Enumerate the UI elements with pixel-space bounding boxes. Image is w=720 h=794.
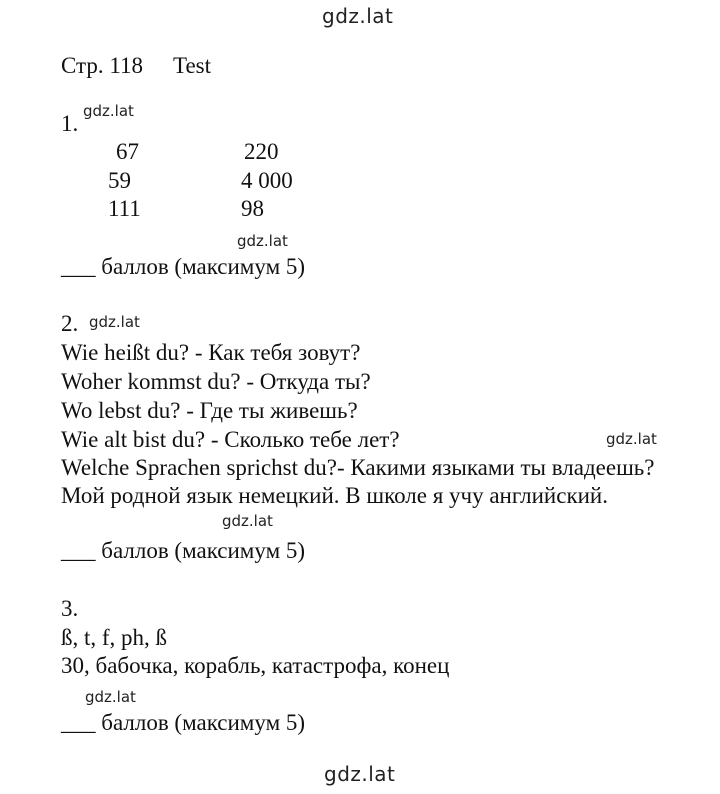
section2-line: Welche Sprachen sprichst du?- Какими языками ты владеешь? [61, 455, 655, 480]
section2-label: 2. [61, 311, 79, 336]
watermark-section1-score: gdz.lat [237, 232, 288, 250]
watermark-section2-right: gdz.lat [606, 430, 657, 448]
section2-line: Woher kommst du? - Откуда ты? [61, 369, 371, 394]
watermark-bottom: gdz.lat [324, 762, 396, 786]
section1-score: ___ баллов (максимум 5) [61, 254, 306, 279]
number-cell: 4 000 [241, 168, 293, 193]
page-header [61, 52, 211, 80]
watermark-section3: gdz.lat [85, 688, 136, 706]
section2-line: Wo lebst du? - Где ты живешь? [61, 398, 358, 423]
number-cell: 67 [116, 139, 139, 164]
section2-line: Wie alt bist du? - Сколько тебе лет? [61, 427, 400, 452]
page-number: Стр. 118 [61, 53, 144, 78]
watermark-section2: gdz.lat [89, 313, 140, 331]
number-cell: 98 [241, 196, 264, 221]
watermark-top: gdz.lat [322, 4, 394, 28]
number-cell: 111 [108, 196, 141, 221]
watermark-section2-score: gdz.lat [222, 512, 273, 530]
section2-score: ___ баллов (максимум 5) [61, 538, 306, 563]
section3-line: 30, бабочка, корабль, катастрофа, конец [61, 653, 450, 678]
section3-score: ___ баллов (максимум 5) [61, 710, 306, 735]
section3-line: ß, t, f, ph, ß [61, 625, 168, 650]
number-cell: 220 [244, 139, 279, 164]
watermark-section1: gdz.lat [83, 102, 134, 120]
number-cell: 59 [108, 168, 131, 193]
section2-line: Wie heißt du? - Как тебя зовут? [61, 340, 361, 365]
section1-label: 1. [61, 111, 79, 136]
section3-label: 3. [61, 596, 79, 621]
page-title: Test [173, 53, 212, 78]
section2-line: Мой родной язык немецкий. В школе я учу английский. [61, 483, 608, 508]
